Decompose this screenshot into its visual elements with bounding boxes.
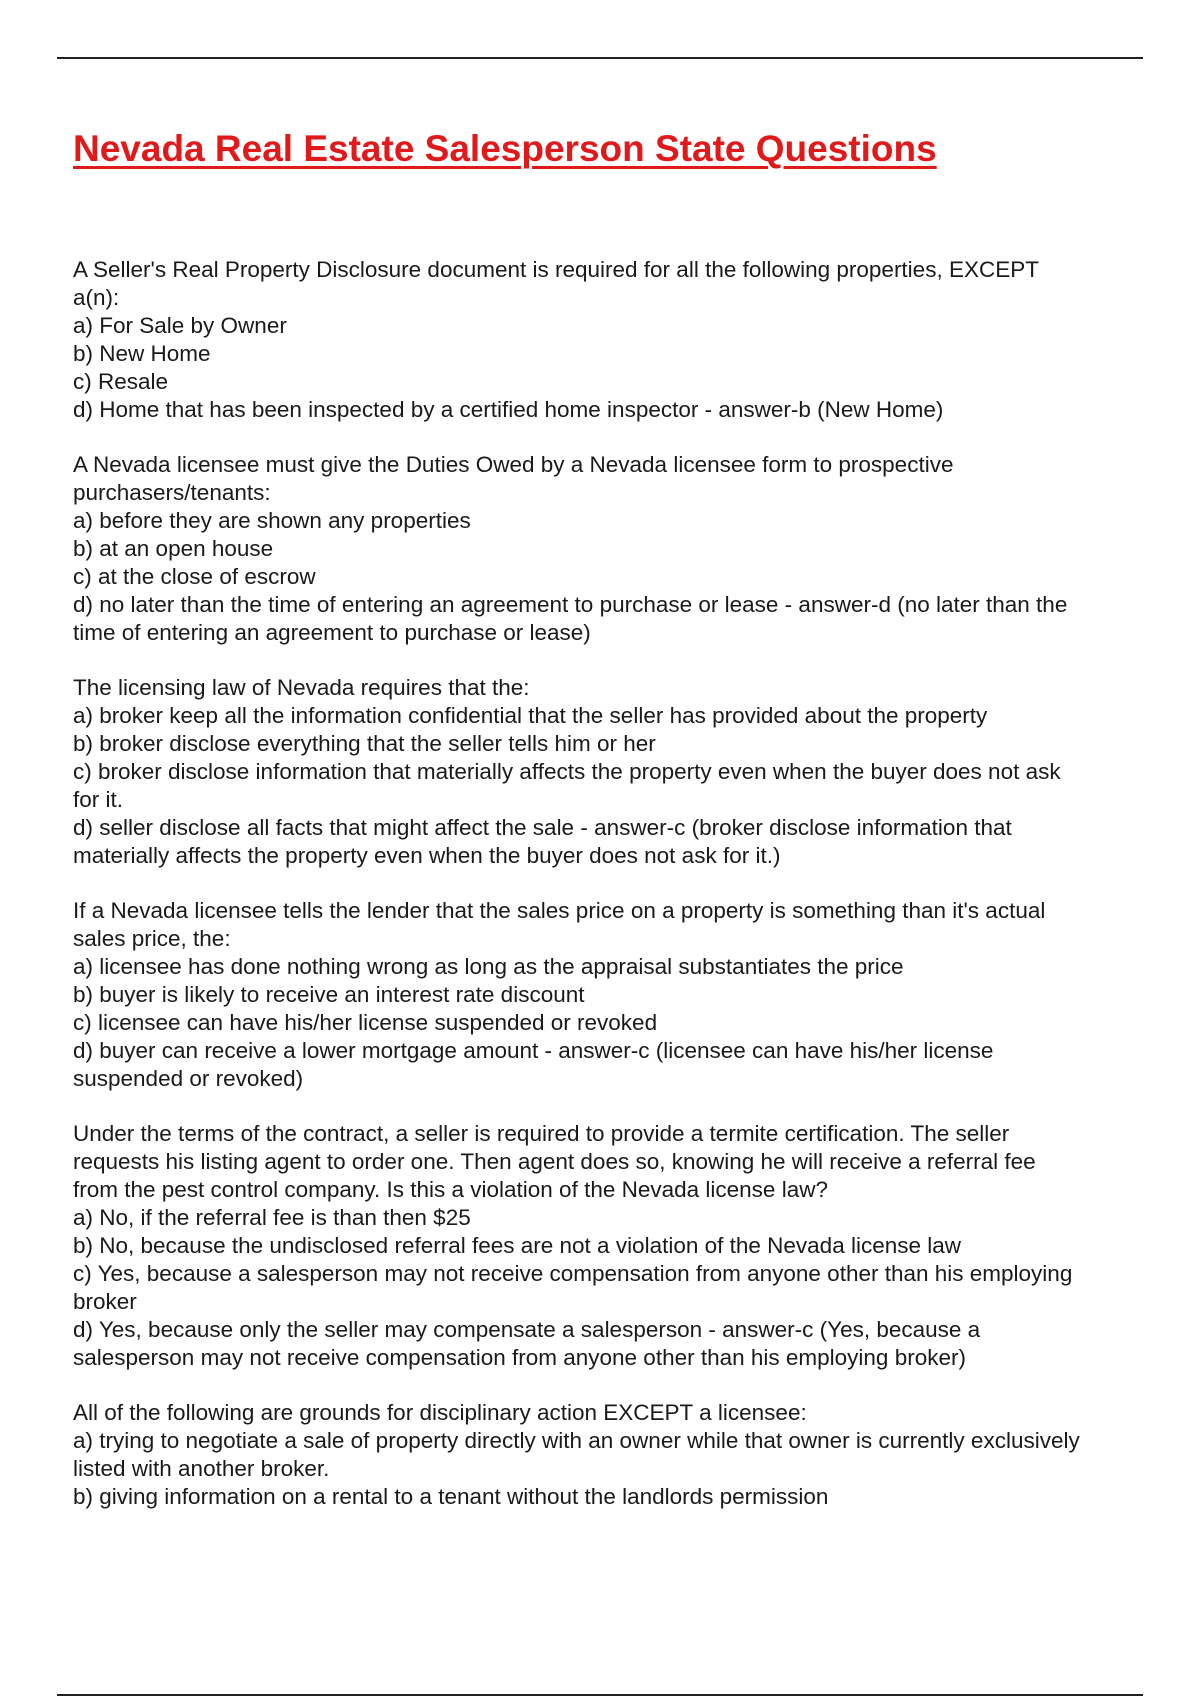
option-line: materially affects the property even when the buyer does not ask for it.) [73, 843, 781, 868]
question-line: from the pest control company. Is this a violation of the Nevada license law? [73, 1177, 828, 1202]
option-line: c) Yes, because a salesperson may not receive compensation from anyone other than his employing [73, 1261, 1073, 1286]
question-line: Under the terms of the contract, a seller is required to provide a termite certification. The seller [73, 1121, 1010, 1146]
question-line: requests his listing agent to order one. Then agent does so, knowing he will receive a referral fee [73, 1149, 1036, 1174]
option-line: broker [73, 1289, 137, 1314]
question-3 [73, 674, 1163, 870]
option-line: time of entering an agreement to purchase or lease) [73, 620, 591, 645]
option-line: d) Yes, because only the seller may compensate a salesperson - answer-c (Yes, because a [73, 1317, 981, 1342]
option-line: d) Home that has been inspected by a certified home inspector - answer-b (New Home) [73, 397, 944, 422]
top-rule [57, 57, 1143, 59]
bottom-rule [57, 1694, 1143, 1696]
question-line: a(n): [73, 285, 120, 310]
option-line: suspended or revoked) [73, 1066, 304, 1091]
option-line: d) buyer can receive a lower mortgage amount - answer-c (licensee can have his/her license [73, 1038, 994, 1063]
option-line: a) For Sale by Owner [73, 313, 287, 338]
option-line: c) licensee can have his/her license suspended or revoked [73, 1010, 658, 1035]
option-line: a) trying to negotiate a sale of property directly with an owner while that owner is currently exclusively [73, 1428, 1080, 1453]
question-line: All of the following are grounds for disciplinary action EXCEPT a licensee: [73, 1400, 807, 1425]
question-2 [73, 451, 1163, 647]
option-line: d) seller disclose all facts that might affect the sale - answer-c (broker disclose information that [73, 815, 1012, 840]
option-line: a) licensee has done nothing wrong as long as the appraisal substantiates the price [73, 954, 904, 979]
option-line: for it. [73, 787, 124, 812]
question-4 [73, 897, 1163, 1093]
question-line: A Nevada licensee must give the Duties Owed by a Nevada licensee form to prospective [73, 452, 954, 477]
option-line: a) broker keep all the information confidential that the seller has provided about the property [73, 703, 988, 728]
option-line: d) no later than the time of entering an agreement to purchase or lease - answer-d (no later than the [73, 592, 1068, 617]
option-line: b) buyer is likely to receive an interest rate discount [73, 982, 585, 1007]
option-line: b) at an open house [73, 536, 274, 561]
option-line: b) New Home [73, 341, 211, 366]
question-line: If a Nevada licensee tells the lender that the sales price on a property is something than it's actual [73, 898, 1046, 923]
question-6 [73, 1399, 1163, 1511]
question-5 [73, 1120, 1163, 1372]
option-line: salesperson may not receive compensation from anyone other than his employing broker) [73, 1345, 966, 1370]
option-line: c) Resale [73, 369, 169, 394]
question-1 [73, 256, 1163, 424]
option-line: a) No, if the referral fee is than then $25 [73, 1205, 471, 1230]
question-line: A Seller's Real Property Disclosure document is required for all the following properties, EXCEPT [73, 257, 1039, 282]
option-line: a) before they are shown any properties [73, 508, 471, 533]
question-line: The licensing law of Nevada requires that the: [73, 675, 530, 700]
option-line: b) No, because the undisclosed referral fees are not a violation of the Nevada license law [73, 1233, 962, 1258]
question-line: purchasers/tenants: [73, 480, 271, 505]
option-line: b) giving information on a rental to a tenant without the landlords permission [73, 1484, 829, 1509]
page-title: Nevada Real Estate Salesperson State Questions [73, 128, 937, 169]
option-line: b) broker disclose everything that the seller tells him or her [73, 731, 656, 756]
option-line: listed with another broker. [73, 1456, 330, 1481]
option-line: c) at the close of escrow [73, 564, 316, 589]
questions-list [73, 256, 1163, 1538]
question-line: sales price, the: [73, 926, 231, 951]
option-line: c) broker disclose information that materially affects the property even when the buyer does not ask [73, 759, 1061, 784]
